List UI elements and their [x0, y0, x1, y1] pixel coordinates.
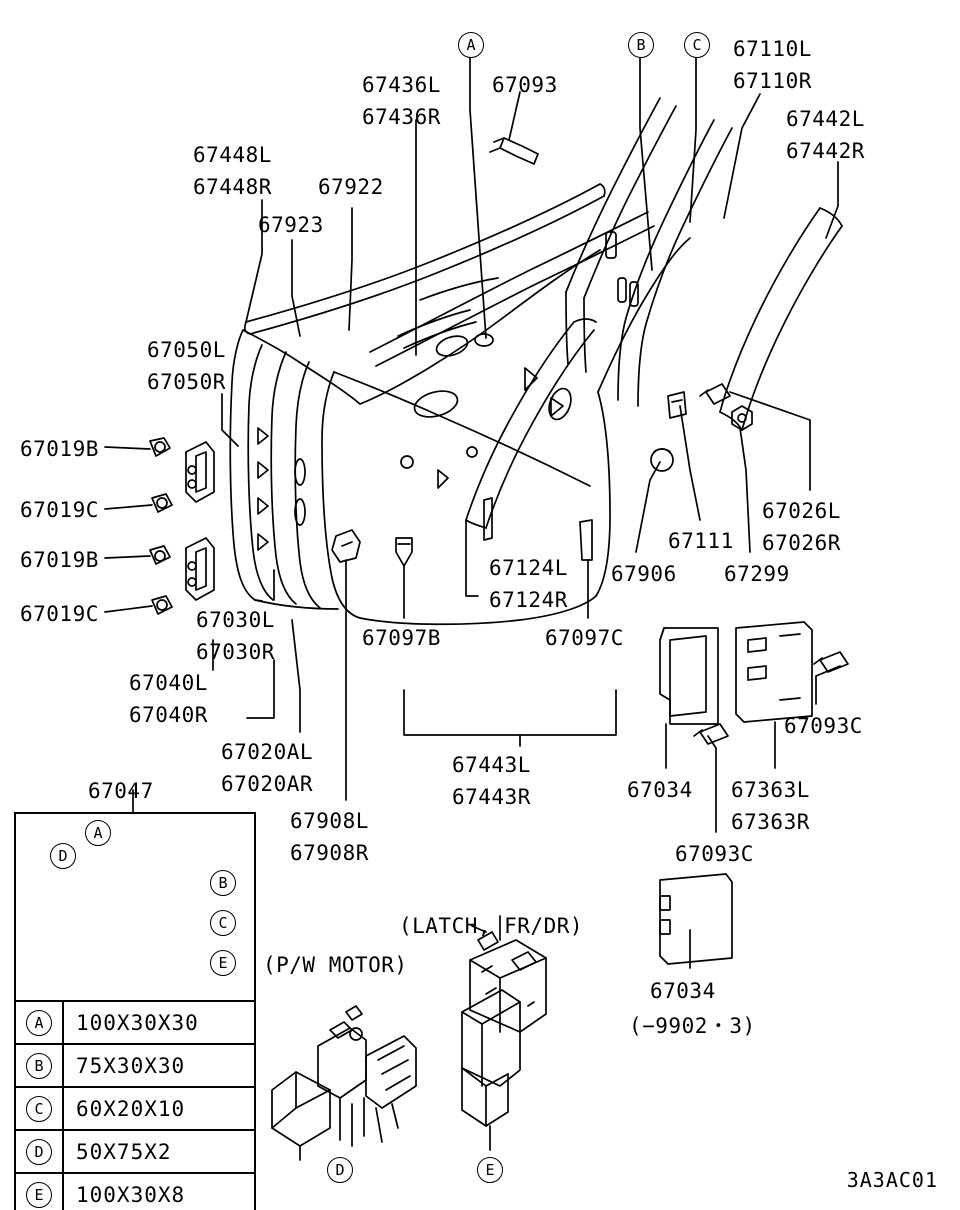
- legend-size-C: 60X20X10: [76, 1096, 186, 1121]
- part-label-67097B: 67097B: [362, 626, 441, 650]
- part-label-67050L: 67050L: [147, 338, 226, 362]
- callout-A-top: A: [458, 32, 484, 58]
- part-label-67448R: 67448R: [193, 175, 272, 199]
- part-label-67448L: 67448L: [193, 143, 272, 167]
- sealer-size-legend: [14, 812, 256, 1210]
- callout-B-top: B: [628, 32, 654, 58]
- callout-E-latch: E: [477, 1157, 503, 1183]
- part-label-67093C-right: 67093C: [784, 714, 863, 738]
- part-label-67436L: 67436L: [362, 73, 441, 97]
- part-label-67436R: 67436R: [362, 105, 441, 129]
- part-label-67110R: 67110R: [733, 69, 812, 93]
- part-label-67034-lower: 67034: [650, 979, 716, 1003]
- legend-key-letter-E: E: [26, 1182, 52, 1208]
- legend-key-C: [16, 1088, 64, 1129]
- part-label-67040R: 67040R: [129, 703, 208, 727]
- part-label-67906: 67906: [611, 562, 677, 586]
- legend-callout-B: B: [210, 870, 236, 896]
- callout-C-top: C: [684, 32, 710, 58]
- section-label-latch-fr-dr: (LATCH, FR/DR): [399, 914, 584, 938]
- legend-key-letter-A: A: [26, 1010, 52, 1036]
- part-label-67124L: 67124L: [489, 556, 568, 580]
- legend-row-C: [16, 1088, 254, 1131]
- part-label-67019C-lower: 67019C: [20, 602, 99, 626]
- part-label-67922: 67922: [318, 175, 384, 199]
- legend-key-E: [16, 1174, 64, 1210]
- part-label-67093: 67093: [492, 73, 558, 97]
- part-label-67097C: 67097C: [545, 626, 624, 650]
- part-label-67093C-center: 67093C: [675, 842, 754, 866]
- legend-key-letter-B: B: [26, 1053, 52, 1079]
- part-label-67442R: 67442R: [786, 139, 865, 163]
- part-label-67040L: 67040L: [129, 671, 208, 695]
- legend-size-E: 100X30X8: [76, 1182, 186, 1207]
- part-label-67363R: 67363R: [731, 810, 810, 834]
- part-label-67050R: 67050R: [147, 370, 226, 394]
- part-label-67110L: 67110L: [733, 37, 812, 61]
- legend-row-D: [16, 1131, 254, 1174]
- part-label-67019B-upper: 67019B: [20, 437, 99, 461]
- part-label-67026L: 67026L: [762, 499, 841, 523]
- part-label-67363L: 67363L: [731, 778, 810, 802]
- part-label-67019B-lower: 67019B: [20, 548, 99, 572]
- part-label-67443L: 67443L: [452, 753, 531, 777]
- part-label-67020AL: 67020AL: [221, 740, 314, 764]
- legend-door-figure: [16, 814, 254, 1002]
- legend-key-A: [16, 1002, 64, 1043]
- part-label-67034-upper: 67034: [627, 778, 693, 802]
- part-label-67299: 67299: [724, 562, 790, 586]
- legend-key-B: [16, 1045, 64, 1086]
- legend-size-B: 75X30X30: [76, 1053, 186, 1078]
- part-label-67030R: 67030R: [196, 640, 275, 664]
- part-label-67030L: 67030L: [196, 608, 275, 632]
- part-label-67908L: 67908L: [290, 809, 369, 833]
- legend-size-D: 50X75X2: [76, 1139, 172, 1164]
- legend-key-D: [16, 1131, 64, 1172]
- part-note-67034-date: (−9902・3): [629, 1014, 756, 1038]
- part-label-67908R: 67908R: [290, 841, 369, 865]
- legend-row-A: [16, 1002, 254, 1045]
- section-label-pw-motor: (P/W MOTOR): [263, 953, 408, 977]
- part-label-67019C-upper: 67019C: [20, 498, 99, 522]
- legend-row-B: [16, 1045, 254, 1088]
- part-label-67047: 67047: [88, 779, 154, 803]
- part-label-67443R: 67443R: [452, 785, 531, 809]
- legend-key-letter-C: C: [26, 1096, 52, 1122]
- part-label-67923: 67923: [258, 213, 324, 237]
- legend-key-letter-D: D: [26, 1139, 52, 1165]
- legend-callout-E: E: [210, 950, 236, 976]
- part-label-67124R: 67124R: [489, 588, 568, 612]
- callout-D-pw-motor: D: [327, 1157, 353, 1183]
- legend-callout-A: A: [85, 820, 111, 846]
- diagram-code: 3A3AC01: [846, 1168, 938, 1192]
- part-label-67026R: 67026R: [762, 531, 841, 555]
- legend-size-A: 100X30X30: [76, 1010, 199, 1035]
- part-label-67020AR: 67020AR: [221, 772, 314, 796]
- part-label-67111: 67111: [668, 529, 734, 553]
- legend-row-E: [16, 1174, 254, 1210]
- legend-callout-D: D: [50, 843, 76, 869]
- legend-callout-C: C: [210, 910, 236, 936]
- part-label-67442L: 67442L: [786, 107, 865, 131]
